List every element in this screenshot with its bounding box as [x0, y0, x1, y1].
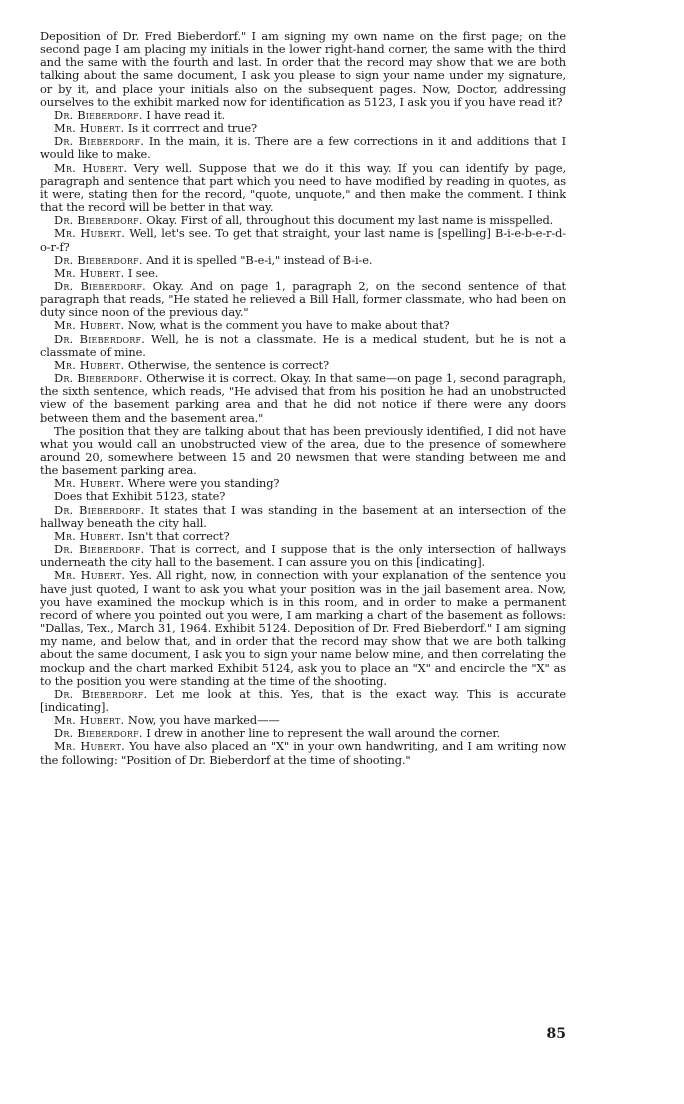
transcript-paragraph	[40, 227, 566, 253]
transcript-paragraph	[40, 280, 566, 319]
paragraph-text: I drew in another line to represent the wall around the corner.	[146, 726, 500, 741]
paragraph-text: Let me look at this. Yes, that is the exact way. This is accurate [indicating].	[40, 686, 566, 714]
paragraph-text: Now, you have marked——	[127, 713, 280, 728]
paragraph-text: The position that they are talking about that has been previously identified, I did not have what you would call an unobstructed view of the area, due to the presence of somewhere around 20, somewhere between 15 and 20 newsmen that were standing between me and the basement parking area.	[40, 423, 566, 478]
paragraph-text: It states that I was standing in the basement at an intersection of the hallway beneath the city hall.	[40, 502, 566, 530]
paragraph-text: Well, let's see. To get that straight, your last name is [spelling] B-i-e-b-e-r-d-o-r-f?	[40, 226, 566, 254]
speaker-name: Dr. Bieberdorf.	[54, 331, 146, 346]
paragraph-text: That is correct, and I suppose that is the only intersection of hallways underneath the city hall to the basement. I can assure you on this [indicating].	[40, 542, 566, 570]
paragraph-text: Isn't that correct?	[127, 528, 230, 543]
paragraph-text: Is it corrrect and true?	[127, 121, 257, 136]
speaker-name: Dr. Bieberdorf.	[54, 542, 145, 557]
speaker-name: Dr. Bieberdorf.	[54, 213, 143, 228]
paragraph-text: Deposition of Dr. Fred Bieberdorf." I am signing my own name on the first page; on the second page I am placing my initials in the lower right-hand corner, the same with the third and the same with the fourth and last. In order that the record may show that we are both talking about the same document, I ask you please to sign your name under my signature, or by it, and place your initials also on the subsequent pages. Now, Doctor, addressing ourselves to the exhibit marked now for identification as 5123, I ask you if you have read it?	[40, 29, 566, 109]
page-number: 85	[546, 1026, 566, 1042]
paragraph-text: Otherwise, the sentence is correct?	[127, 357, 329, 372]
transcript-paragraph	[40, 425, 566, 478]
paragraph-text: In the main, it is. There are a few corrections in it and additions that I would like to make.	[40, 134, 566, 162]
speaker-name: Mr. Hubert.	[54, 568, 126, 583]
transcript-paragraph	[40, 333, 566, 359]
speaker-name: Dr. Bieberdorf.	[54, 278, 146, 293]
paragraph-text: Very well. Suppose that we do it this way. If you can identify by page, paragraph and sentence that part which you need to have modified by reading in quotes, as it were, stating then for the record, "quote, unquote," and then make the comment. I think that the record will be better in that way.	[40, 160, 566, 215]
paragraph-text: Okay. First of all, throughout this document my last name is misspelled.	[146, 213, 554, 228]
paragraph-text: Now, what is the comment you have to make about that?	[127, 318, 450, 333]
transcript-paragraph	[40, 162, 566, 215]
paragraph-text: You have also placed an "X" in your own handwriting, and I am writing now the following: "Position of Dr. Bieberdorf at the time of shooting."	[40, 739, 566, 767]
transcript-paragraph	[40, 740, 566, 766]
speaker-name: Mr. Hubert.	[54, 739, 125, 754]
speaker-name: Dr. Bieberdorf.	[54, 252, 143, 267]
paragraph-text: Where were you standing?	[127, 476, 280, 491]
transcript-paragraph	[40, 569, 566, 687]
speaker-name: Mr. Hubert.	[54, 713, 125, 728]
speaker-name: Mr. Hubert.	[54, 318, 125, 333]
transcript-body	[40, 30, 566, 767]
paragraph-text: I see.	[127, 265, 159, 280]
paragraph-text: And it is spelled "B-e-i," instead of B-i-e.	[146, 252, 373, 267]
speaker-name: Mr. Hubert.	[54, 226, 126, 241]
speaker-name: Dr. Bieberdorf.	[54, 107, 143, 122]
speaker-name: Mr. Hubert.	[54, 528, 125, 543]
speaker-name: Mr. Hubert.	[54, 121, 125, 136]
paragraph-text: Okay. And on page 1, paragraph 2, on the second sentence of that paragraph that reads, "He stated he relieved a Bill Hall, former classmate, who had been on duty since noon of the previous day."	[40, 278, 566, 320]
speaker-name: Dr. Bieberdorf.	[54, 726, 143, 741]
transcript-paragraph	[40, 135, 566, 161]
paragraph-text: I have read it.	[146, 107, 226, 122]
speaker-name: Mr. Hubert.	[54, 265, 125, 280]
paragraph-text: Well, he is not a classmate. He is a medical student, but he is not a classmate of mine.	[40, 331, 566, 359]
paragraph-text: Does that Exhibit 5123, state?	[54, 489, 226, 504]
speaker-name: Dr. Bieberdorf.	[54, 502, 145, 517]
transcript-paragraph	[40, 688, 566, 714]
transcript-paragraph	[40, 372, 566, 425]
transcript-paragraph	[40, 543, 566, 569]
speaker-name: Dr. Bieberdorf.	[54, 134, 145, 149]
transcript-paragraph	[40, 30, 566, 109]
speaker-name: Mr. Hubert.	[54, 160, 128, 175]
paragraph-text: Otherwise it is correct. Okay. In that same—on page 1, second paragraph, the sixth sentence, which reads, "He advised that from his position he had an unobstructed view of the basement parking area and that he did not notice if there were any doors between them and the basement area."	[40, 371, 566, 425]
paragraph-text: Yes. All right, now, in connection with your explanation of the sentence you have just quoted, I want to ask you what your position was in the jail basement area. Now, you have examined the mockup which is in this room, and in order to make a permanent record of where you pointed out you were, I am marking a chart of the basement as follows: "Dallas, Tex., March 31, 1964. Exhibit 5124. Deposition of Dr. Fred Bieberdorf." I am signing my name, and below that, and in order that the record may show that we are both talking about the same document, I ask you to sign your name below mine, and then correlating the mockup and the chart marked Exhibit 5124, ask you to place an "X" and encircle the "X" as to the position you were standing at the time of the shooting.	[40, 568, 566, 688]
speaker-name: Dr. Bieberdorf.	[54, 686, 148, 701]
transcript-paragraph	[40, 504, 566, 530]
speaker-name: Mr. Hubert.	[54, 357, 125, 372]
speaker-name: Dr. Bieberdorf.	[54, 371, 143, 386]
speaker-name: Mr. Hubert.	[54, 476, 125, 491]
